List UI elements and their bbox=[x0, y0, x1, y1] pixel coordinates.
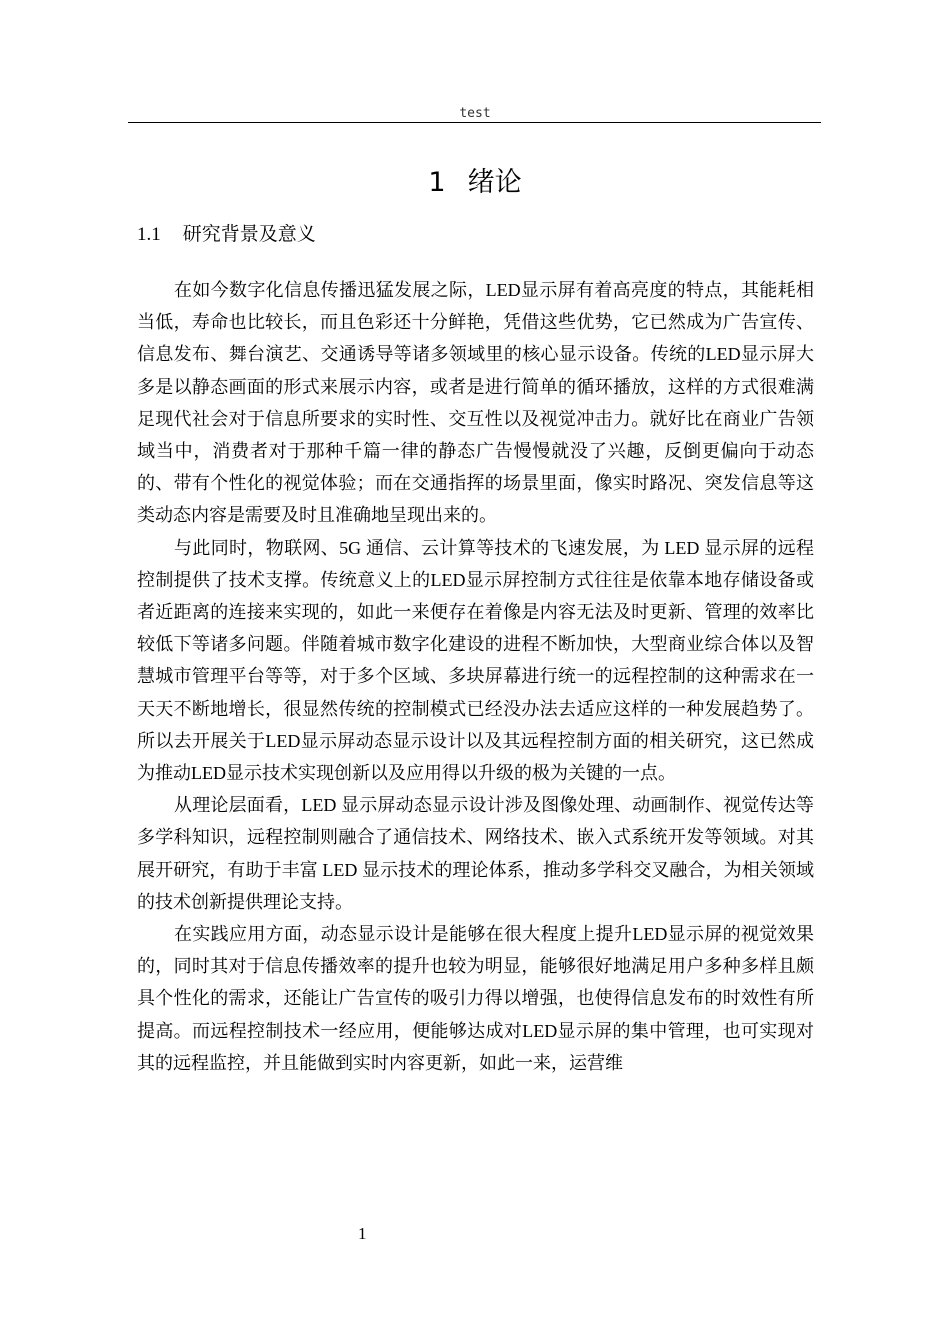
paragraph: 在如今数字化信息传播迅猛发展之际，LED显示屏有着高亮度的特点，其能耗相当低，寿命也比较长，而且色彩还十分鲜艳，凭借这些优势，它已然成为广告宣传、信息发布、舞台演艺、交通诱导等诸多领域里的核心显示设备。传统的LED显示屏大多是以静态画面的形式来展示内容，或者是进行简单的循环播放，这样的方式很难满足现代社会对于信息所要求的实时性、交互性以及视觉冲击力。就好比在商业广告领域当中，消费者对于那种千篇一律的静态广告慢慢就没了兴趣，反倒更偏向于动态的、带有个性化的视觉体验；而在交通指挥的场景里面，像实时路况、突发信息等这类动态内容是需要及时且准确地呈现出来的。 bbox=[137, 280, 814, 526]
paragraph: 在实践应用方面，动态显示设计是能够在很大程度上提升LED显示屏的视觉效果的，同时其对于信息传播效率的提升也较为明显，能够很好地满足用户多种多样且颇具个性化的需求，还能让广告宣传的吸引力得以增强，也使得信息发布的时效性有所提高。而远程控制技术一经应用，便能够达成对LED显示屏的集中管理，也可实现对其的远程监控，并且能做到实时内容更新，如此一来，运营维 bbox=[137, 924, 814, 1073]
section-title-text: 研究背景及意义 bbox=[182, 223, 316, 245]
page-number: 1 bbox=[358, 1224, 367, 1243]
section-heading bbox=[137, 219, 316, 246]
running-header: test bbox=[459, 106, 491, 121]
paragraph: 从理论层面看，LED 显示屏动态显示设计涉及图像处理、动画制作、视觉传达等多学科知识，远程控制则融合了通信技术、网络技术、嵌入式系统开发等领域。对其展开研究，有助于丰富 LED 显示技术的理论体系，推动多学科交叉融合，为相关领域的技术创新提供理论支持。 bbox=[137, 795, 814, 912]
section-number: 1.1 bbox=[137, 224, 161, 245]
chapter-title-text: 绪论 bbox=[467, 167, 522, 198]
paragraph: 与此同时，物联网、5G 通信、云计算等技术的飞速发展，为 LED 显示屏的远程控制提供了技术支撑。传统意义上的LED显示屏控制方式往往是依靠本地存储设备或者近距离的连接来实现的，如此一来便存在着像是内容无法及时更新、管理的效率比较低下等诸多问题。伴随着城市数字化建设的进程不断加快，大型商业综合体以及智慧城市管理平台等等，对于多个区域、多块屏幕进行统一的远程控制的这种需求在一天天不断地增长，很显然传统的控制模式已经没办法去适应这样的一种发展趋势了。所以去开展关于LED显示屏动态显示设计以及其远程控制方面的相关研究，这已然成为推动LED显示技术实现创新以及应用得以升级的极为关键的一点。 bbox=[137, 537, 814, 784]
chapter-title bbox=[0, 160, 950, 199]
chapter-number: 1 bbox=[428, 167, 446, 198]
header-divider bbox=[128, 122, 821, 123]
body-text bbox=[137, 274, 814, 1079]
